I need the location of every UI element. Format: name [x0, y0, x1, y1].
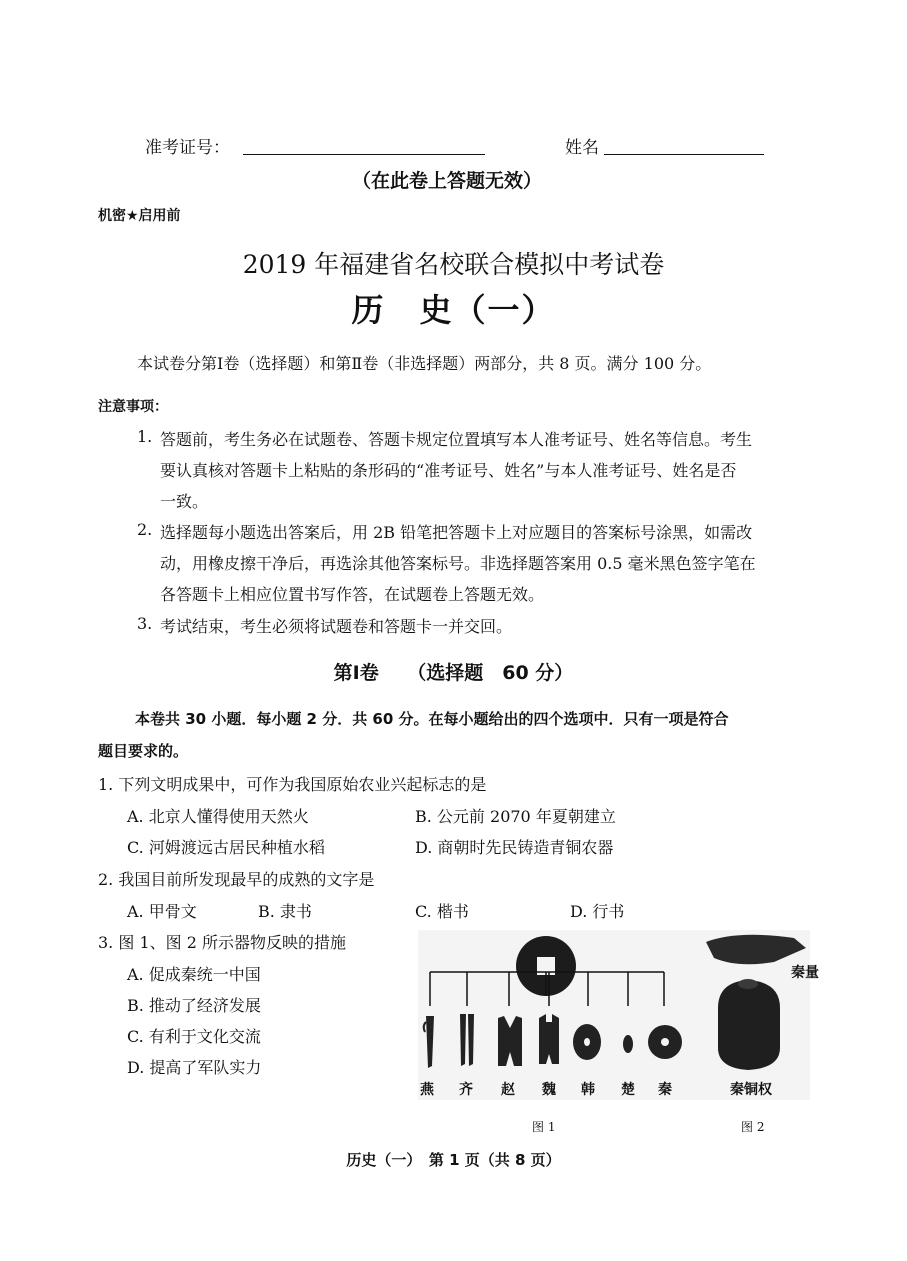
figure-panel: [418, 930, 810, 1100]
state-label-qi: 齐: [459, 1082, 473, 1098]
note-line: 一致。: [160, 492, 209, 511]
option-b[interactable]: B. 公元前 2070 年夏朝建立: [415, 807, 616, 826]
exam-id-label: 准考证号：: [145, 138, 230, 158]
page-footer: 历史（一） 第 1 页（共 8 页）: [346, 1151, 561, 1169]
option-d[interactable]: D. 提高了军队实力: [127, 1058, 262, 1077]
option-c[interactable]: C. 河姆渡远古居民种植水稻: [127, 838, 325, 857]
section-instruction: 题目要求的。: [98, 742, 189, 760]
option-c[interactable]: C. 有利于文化交流: [127, 1027, 261, 1046]
note-line: 考试结束，考生必须将试题卷和答题卡一并交回。: [160, 617, 513, 636]
name-label: 姓名: [565, 138, 599, 158]
section-title: 第Ⅰ卷 （选择题 60 分）: [333, 662, 574, 684]
secret-label: 机密★启用前: [98, 208, 181, 224]
option-c[interactable]: C. 楷书: [415, 902, 469, 921]
exam-title: 2019 年福建省名校联合模拟中考试卷: [242, 250, 665, 279]
note-number: 2.: [137, 520, 153, 539]
state-label-qin: 秦: [658, 1082, 672, 1098]
question-stem: 1. 下列文明成果中，可作为我国原始农业兴起标志的是: [98, 775, 487, 794]
note-line: 答题前，考生务必在试题卷、答题卡规定位置填写本人准考证号、姓名等信息。考生: [160, 430, 753, 449]
notes-heading: 注意事项：: [98, 399, 168, 415]
state-label-zhao: 赵: [501, 1082, 515, 1098]
figure-caption-1: 图 1: [532, 1120, 556, 1134]
note-line: 选择题每小题选出答案后，用 2B 铅笔把答题卡上对应题目的答案标号涂黑，如需改: [160, 523, 753, 542]
option-d[interactable]: D. 行书: [570, 902, 625, 921]
exam-intro: 本试卷分第Ⅰ卷（选择题）和第Ⅱ卷（非选择题）两部分，共 8 页。满分 100 分。: [137, 354, 712, 373]
note-line: 各答题卡上相应位置书写作答，在试题卷上答题无效。: [160, 585, 545, 604]
question-stem: 3. 图 1、图 2 所示器物反映的措施: [98, 933, 346, 952]
option-a[interactable]: A. 促成秦统一中国: [127, 965, 261, 984]
exam-id-field[interactable]: [243, 136, 485, 155]
figure-caption-2: 图 2: [741, 1120, 765, 1134]
section-instruction: 本卷共 30 小题．每小题 2 分．共 60 分。在每小题给出的四个选项中．只有一项是符合: [135, 710, 729, 728]
option-b[interactable]: B. 隶书: [258, 902, 312, 921]
note-line: 动，用橡皮擦干净后，再选涂其他答案标号。非选择题答案用 0.5 毫米黑色签字笔在: [160, 554, 756, 573]
note-line: 要认真核对答题卡上粘贴的条形码的“准考证号、姓名”与本人准考证号、姓名是否: [160, 461, 737, 480]
state-label-yan: 燕: [420, 1082, 434, 1098]
state-label-wei: 魏: [542, 1082, 556, 1098]
state-label-han: 韩: [581, 1082, 595, 1098]
note-number: 1.: [137, 427, 153, 446]
question-stem: 2. 我国目前所发现最早的成熟的文字是: [98, 870, 375, 889]
subject-title: 历 史（一）: [351, 291, 556, 329]
note-number: 3.: [137, 614, 153, 633]
qin-measure-label: 秦量: [791, 965, 819, 981]
option-a[interactable]: A. 甲骨文: [127, 902, 197, 921]
option-d[interactable]: D. 商朝时先民铸造青铜农器: [415, 838, 614, 857]
invalid-note: （在此卷上答题无效）: [352, 170, 543, 192]
coins-figure-1: [418, 930, 810, 1100]
qin-weight-label: 秦铜权: [730, 1082, 772, 1098]
option-b[interactable]: B. 推动了经济发展: [127, 996, 261, 1015]
state-label-chu: 楚: [621, 1082, 635, 1098]
qin-measure-icon: [706, 935, 806, 964]
name-field[interactable]: [604, 136, 764, 155]
option-a[interactable]: A. 北京人懂得使用天然火: [127, 807, 309, 826]
qin-weight-icon: [718, 980, 780, 1070]
